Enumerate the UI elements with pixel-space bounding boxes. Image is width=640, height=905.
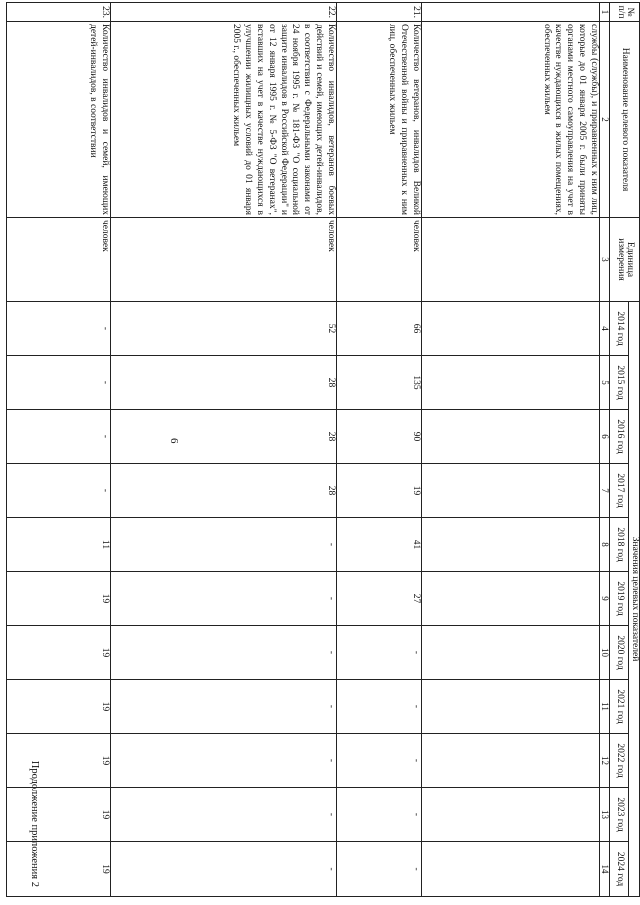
value-cell: - (336, 626, 421, 680)
value-cell: 28 (110, 410, 336, 464)
value-cell: 28 (110, 464, 336, 518)
value-cell: 19 (7, 680, 111, 734)
indicator-name: Количество ветеранов, инвалидов Великой Отечественной войны и приравненных к ним лиц, обеспеченных жильем (336, 22, 421, 218)
header-year: 2016 год (610, 410, 629, 464)
value-cell: - (110, 626, 336, 680)
value-cell: 27 (336, 572, 421, 626)
value-cell (421, 626, 599, 680)
unit-cell: человек (336, 218, 421, 302)
table-row (7, 3, 111, 897)
header-year: 2020 год (610, 626, 629, 680)
value-cell: - (110, 788, 336, 842)
row-number: 23. (7, 3, 111, 22)
value-cell (421, 302, 599, 356)
value-cell: - (110, 518, 336, 572)
value-cell: 11 (7, 518, 111, 572)
value-cell: - (7, 464, 111, 518)
column-index: 8 (599, 518, 609, 572)
unit-cell: человек (7, 218, 111, 302)
header-year: 2023 год (610, 788, 629, 842)
header-name: Наименование целевого показателя (610, 22, 640, 218)
column-index: 12 (599, 734, 609, 788)
value-cell: 19 (7, 626, 111, 680)
value-cell: - (7, 410, 111, 464)
value-cell: - (7, 356, 111, 410)
table-row (110, 3, 336, 897)
value-cell (421, 734, 599, 788)
page-number: 6 (168, 438, 180, 444)
column-index: 5 (599, 356, 609, 410)
header-year: 2019 год (610, 572, 629, 626)
header-year: 2021 год (610, 680, 629, 734)
value-cell (421, 788, 599, 842)
value-cell: 90 (336, 410, 421, 464)
table-row (336, 3, 421, 897)
unit-cell: человек (110, 218, 336, 302)
header-year: 2024 год (610, 842, 629, 897)
row-number (421, 3, 599, 22)
value-cell: 52 (110, 302, 336, 356)
value-cell: - (110, 734, 336, 788)
header-unit: Единица измерения (610, 218, 640, 302)
header-year: 2015 год (610, 356, 629, 410)
row-number: 21. (336, 3, 421, 22)
value-cell: - (110, 572, 336, 626)
value-cell: 19 (7, 734, 111, 788)
value-cell: 41 (336, 518, 421, 572)
column-index: 6 (599, 410, 609, 464)
column-index: 13 (599, 788, 609, 842)
value-cell: - (7, 302, 111, 356)
value-cell: - (336, 788, 421, 842)
header-year: 2014 год (610, 302, 629, 356)
value-cell: - (110, 680, 336, 734)
value-cell: 135 (336, 356, 421, 410)
unit-cell (421, 218, 599, 302)
column-index: 1 (599, 3, 609, 22)
value-cell: - (336, 734, 421, 788)
value-cell (421, 680, 599, 734)
column-index: 4 (599, 302, 609, 356)
indicator-name: службы (службы), и приравненных к ним лиц, которые до 01 января 2005 г. были приняты органами местного самоуправления на учет в качестве нуждающихся в жилых помещениях, обеспеченных жильем (421, 22, 599, 218)
value-cell (421, 410, 599, 464)
table-row (421, 3, 599, 897)
column-index: 3 (599, 218, 609, 302)
value-cell (421, 842, 599, 897)
column-index: 11 (599, 680, 609, 734)
value-cell: 19 (7, 572, 111, 626)
column-index: 7 (599, 464, 609, 518)
value-cell (421, 518, 599, 572)
column-index: 14 (599, 842, 609, 897)
value-cell (421, 572, 599, 626)
appendix-continuation-caption: Продолжение приложения 2 (29, 760, 40, 887)
value-cell: 19 (336, 464, 421, 518)
indicator-name: Количество инвалидов, ветеранов боевых действий и семей, имеющих детей-инвалидов, в соответствии с Федеральными законами от 24 ноября 1995 г. № 181-ФЗ "О социальной защите инвалидов в Российской Федерации" и от 12 января 1995 г. № 5-ФЗ "О ветеранах", вставших на учет в качестве нуждающихся в улучшении жилищных условий до 01 января 2005 г., обеспеченных жильем (110, 22, 336, 218)
header-year: 2018 год (610, 518, 629, 572)
row-number: 22. (110, 3, 336, 22)
value-cell: - (336, 842, 421, 897)
header-values-group: Значения целевых показателей (629, 302, 640, 897)
column-index: 9 (599, 572, 609, 626)
indicator-name: Количество инвалидов и семей, имеющих детей-инвалидов, в соответствии (7, 22, 111, 218)
value-cell: - (336, 680, 421, 734)
target-indicators-table (6, 2, 640, 897)
value-cell (421, 464, 599, 518)
value-cell: 19 (7, 788, 111, 842)
column-index: 10 (599, 626, 609, 680)
value-cell: 28 (110, 356, 336, 410)
value-cell: - (110, 842, 336, 897)
header-year: 2017 год (610, 464, 629, 518)
value-cell: 66 (336, 302, 421, 356)
header-no: № п/п (610, 3, 640, 22)
value-cell (421, 356, 599, 410)
header-year: 2022 год (610, 734, 629, 788)
value-cell: 19 (7, 842, 111, 897)
column-index: 2 (599, 22, 609, 218)
